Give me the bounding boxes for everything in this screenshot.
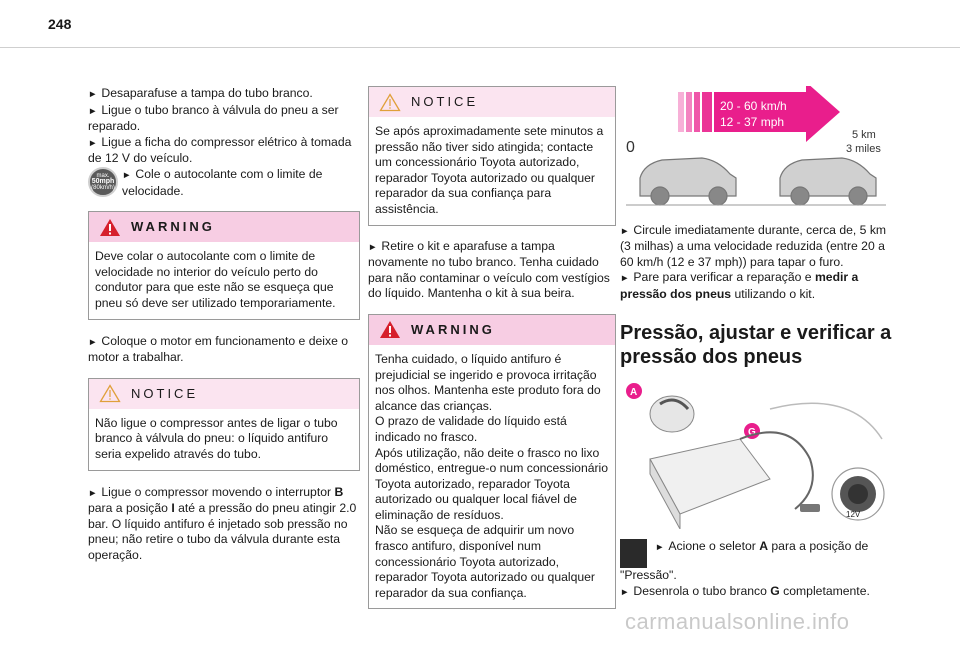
watermark: carmanualsonline.info (625, 609, 850, 634)
instruction: ► Pare para verificar a reparação e medir a pressão dos pneus utilizando o kit. (620, 270, 859, 301)
tyre-arc (770, 403, 882, 439)
section-heading: Pressão, ajustar e verificar a pressão dos pneus (620, 321, 892, 368)
speed-mph: 12 - 37 mph (720, 115, 785, 129)
start-distance: 0 (626, 139, 635, 156)
instruction: ► Acione o seletor A para a posição de "Pressão". (620, 539, 869, 583)
speed-sticker-icon: max. 50mph (80km/h) (88, 167, 118, 197)
notice-title: NOTICE (131, 385, 199, 401)
instruction: ► Ligue o compressor movendo o interruptor B para a posição I até a pressão do pneu atingir 2.0 bar. O líquido antifuro é injetado sob pressão no pneu; não retire o tubo da válvula durante esta operação. (88, 484, 357, 562)
instruction: ► Desaparafuse a tampa do tubo branco. (88, 86, 313, 100)
warning-title: WARNING (131, 219, 215, 235)
arrow-icon: ► (620, 586, 630, 598)
arrow-icon: ► (122, 169, 132, 181)
notice-box (88, 378, 360, 471)
arrow-icon: ► (88, 336, 98, 348)
arrow-icon: ► (368, 241, 378, 253)
notice-title: NOTICE (411, 94, 479, 110)
driving-figure (620, 86, 892, 206)
arrow-icon: ► (88, 487, 98, 499)
instruction: ► Retire o kit e aparafuse a tampa novamente no tubo branco. Tenha cuidado para não contaminar o veículo com vestígios do líquido. Mantenha o kit à sua beira. (368, 238, 610, 301)
car-icon (640, 158, 736, 205)
instruction: ► Circule imediatamente durante, cerca de, 5 km (3 milhas) a uma velocidade reduzida (entre 20 a 60 km/h (12 e 37 mph)) para tapar o furo. (620, 222, 887, 269)
arrow-icon: ► (88, 105, 98, 117)
notice-icon (375, 93, 405, 112)
car-icon (780, 158, 876, 205)
warning-icon (375, 320, 405, 339)
instruction: ► Ligue o tubo branco à válvula do pneu a ser reparado. (88, 102, 339, 134)
speed-arrow-icon (678, 86, 840, 142)
label-g: G (748, 426, 756, 438)
distance-miles: 3 miles (846, 143, 881, 155)
compressor-icon (650, 396, 770, 529)
sticker-instruction: max. 50mph (80km/h) ► Cole o autocolante com o limite de velocidade. (88, 167, 360, 199)
instruction: ► Coloque o motor em funcionamento e deixe o motor a trabalhar. (88, 333, 349, 365)
label-12v: 12V (846, 509, 861, 519)
notice-text: Não ligue o compressor antes de ligar o tubo branco à válvula do pneu: o líquido antifuro seria expelido através do tubo. (95, 415, 338, 461)
header-divider (0, 47, 960, 48)
distance-km: 5 km (852, 129, 876, 141)
arrow-icon: ► (620, 273, 630, 285)
warning-text: Tenha cuidado, o líquido antifuro é prejudicial se ingerido e provoca irritação nos olhos. Mantenha este produto fora do alcance das crianças. O prazo de validade do líquido está indicado no frasco. Após utilização, não deite o frasco no lixo doméstico, entregue-o num concessionário Toyota autorizado, reparador Toyota autorizado ou qualquer local fiável de eliminação de resíduos. Não se esqueça de adquirir um novo frasco antifuro, disponível num concessionário Toyota autorizado, reparador Toyota autorizado ou qualquer reparador da sua confiança. (375, 351, 609, 600)
notice-text: Se após aproximadamente sete minutos a pressão não tiver sido atingida; contacte um concessionário Toyota autorizado, reparador Toyota autorizado ou qualquer reparador da sua confiança para assistência. (375, 124, 604, 216)
warning-box (88, 211, 360, 319)
speed-kmh: 20 - 60 km/h (720, 99, 787, 113)
notice-icon (95, 384, 125, 403)
notice-box (368, 86, 616, 226)
compressor-figure (620, 379, 892, 529)
column-2 (368, 86, 616, 609)
label-a: A (630, 386, 638, 398)
page-number: 248 (48, 16, 72, 32)
instruction: ► Ligue a ficha do compressor elétrico à tomada de 12 V do veículo. (88, 134, 352, 166)
warning-box (368, 314, 616, 610)
warning-title: WARNING (411, 322, 495, 338)
arrow-icon: ► (88, 137, 98, 149)
arrow-icon: ► (88, 89, 98, 100)
warning-text: Deve colar o autocolante com o limite de velocidade no interior do veículo perto do condutor para que este não se esqueça que pneu só deve ser utilizado temporariamente. (95, 249, 336, 310)
instruction: ► Desenrola o tubo branco G completamente. (620, 583, 870, 598)
column-3 (620, 86, 892, 600)
tyre-kit-icon (620, 539, 647, 568)
warning-icon (95, 218, 125, 237)
plug-icon (800, 504, 820, 512)
column-1 (88, 86, 360, 563)
arrow-icon: ► (655, 542, 665, 554)
arrow-icon: ► (620, 225, 630, 237)
